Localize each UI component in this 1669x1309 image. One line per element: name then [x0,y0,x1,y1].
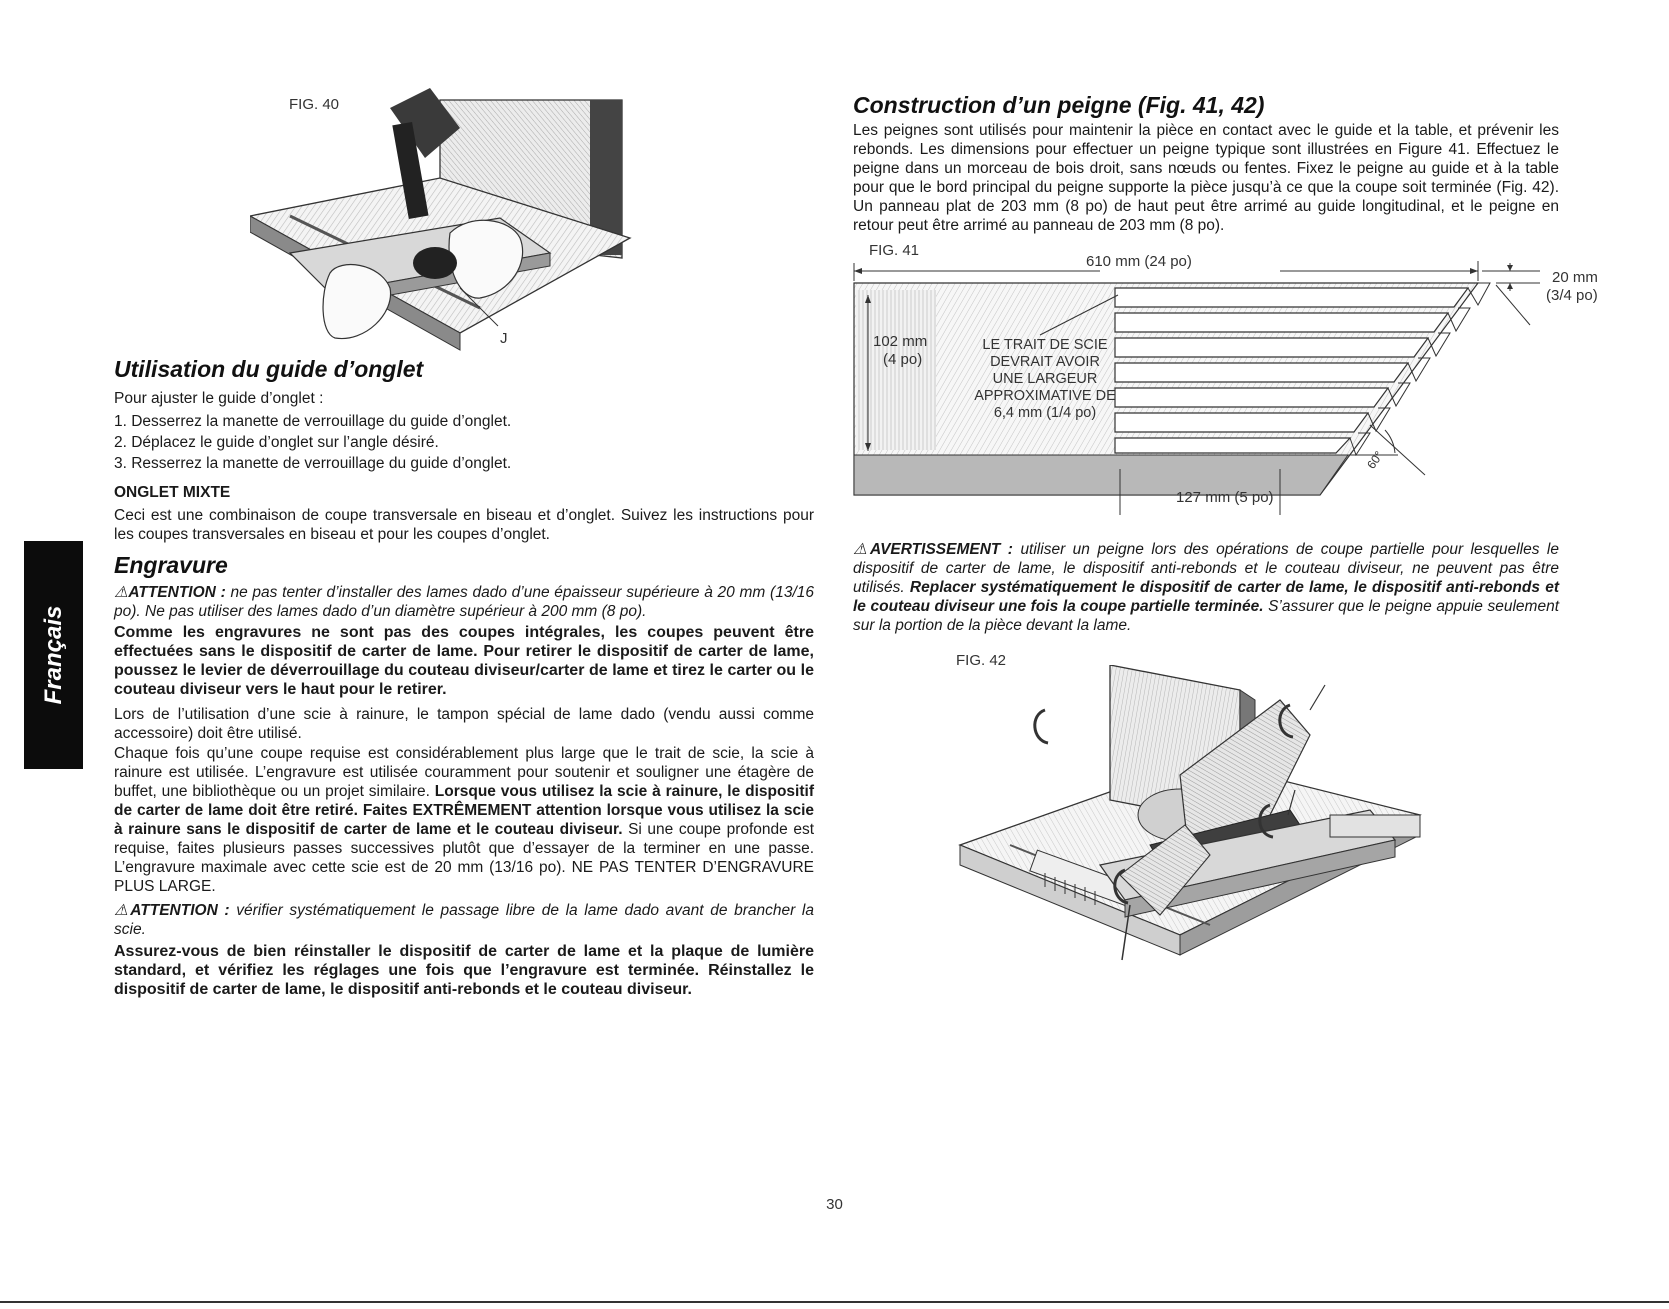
dado-heading: Engravure [114,552,228,578]
fig41-dim-overall-length: 610 mm (24 po) [1086,253,1192,270]
fig41-dim-height-in: (4 po) [883,351,923,368]
dado-paragraph-1: Lors de l’utilisation d’une scie à rainure, le tampon spécial de lame dado (vendu aussi comme accessoire) doit être utilisé. [114,706,814,742]
featherboard-heading: Construction d’un peigne (Fig. 41, 42) [853,92,1265,118]
fig40-illustration [250,88,670,360]
fig40-label: FIG. 40 [289,96,340,113]
fig41-note-line: APPROXIMATIVE DE [974,388,1116,404]
warning-label: ATTENTION : [128,584,226,601]
miter-gauge-heading: Utilisation du guide d’onglet [114,356,424,382]
miter-steps-list [114,411,814,474]
page-bottom-rule [0,1301,1669,1303]
dado-p2-end: Si une coupe profonde est requise, faites plusieurs passes successives plutôt que d’essayer de la terminer en une passe. L’engravure maximale avec cette scie est de 20 mm (13/16 po). NE PAS TENTER D’ENGRAVURE PLUS LARGE. [114,821,815,895]
compound-miter-heading: ONGLET MIXTE [114,484,231,501]
fig41-dim-height: 102 mm [873,333,928,350]
warning-label: AVERTISSEMENT : [870,541,1013,558]
fig41-dim-finger-length: 127 mm (5 po) [1176,489,1274,506]
dado-bold-notice-1: Comme les engravures ne sont pas des coupes intégrales, les coupes peuvent être effectuées sans le dispositif de carter de lame. Pour retirer le dispositif de carter de lame, poussez le levier de déverrouillage du couteau diviseur/carter de lame et tirez le carter ou le couteau diviseur vers le haut pour le retirer. [114,624,814,698]
dado-warning-1 [114,583,814,621]
dado-p2-bold: Lorsque vous utilisez la scie à rainure, le dispositif de carter de lame doit être retiré. Faites EXTRÊMEMENT attention lorsque vous utilisez la scie à rainure sans le dispositif de carter de lame et le couteau diviseur. [114,783,814,838]
page-number: 30 [826,1196,843,1213]
featherboard-warning [853,540,1559,635]
warning-icon: ⚠ [114,584,129,601]
dado-paragraph-2 [114,744,814,896]
warning-text: utiliser un peigne lors des opérations de coupe partielle pour lesquelles le dispositif de carter de lame, le dispositif anti-rebonds et le couteau diviseur, ne peuvent pas être utilisés. [853,541,1559,596]
miter-step: 2. Déplacez le guide d’onglet sur l’angle désiré. [114,434,439,451]
fig41-angle-label: 60° [1364,448,1387,472]
fig41-note-line: UNE LARGEUR [992,371,1098,387]
fig41-note-line: LE TRAIT DE SCIE [982,337,1108,353]
warning-text: vérifier systématiquement le passage libre de la lame dado avant de brancher la scie. [114,902,814,938]
language-tab [24,541,83,769]
featherboard-text: Les peignes sont utilisés pour maintenir la pièce en contact avec le guide et la table, et prévenir les rebonds. Les dimensions pour effectuer un peigne typique sont illustrées en Figure 41. Effectuez le peigne dans un morceau de bois droit, sans nœuds ou fentes. Fixez le peigne au guide et à la table pour que le bord principal du peigne supporte la pièce jusqu’à ce que la coupe soit terminée (Fig. 42). Un panneau plat de 203 mm (8 po) de haut peut être arrimé au guide longitudinal, et le peigne en retour peut être arrimé au panneau de 203 mm (8 po). [853,122,1559,234]
fig41-kerf-note [960,337,1130,422]
fig42-illustration [950,665,1470,1010]
fig41-note-line: 6,4 mm (1/4 po) [993,405,1097,421]
fig41-label: FIG. 41 [869,242,920,259]
warning-text-end: S’assurer que le peigne appuie seulement sur la portion de la pièce devant la lame. [853,598,1559,634]
dado-bold-notice-2: Assurez-vous de bien réinstaller le dispositif de carter de lame et la plaque de lumière standard, et vérifiez les réglages une fois que l’engravure est terminée. Réinstallez le dispositif de carter de lame, le dispositif anti-rebonds et le couteau diviseur. [114,943,814,998]
fig41-dim-finger-width-in: (3/4 po) [1546,287,1598,304]
warning-label: ATTENTION : [130,902,230,919]
compound-miter-text: Ceci est une combinaison de coupe transversale en biseau et d’onglet. Suivez les instructions pour les coupes transversales en biseau et pour les coupes d’onglet. [114,507,814,543]
warning-bold-text: Replacer systématiquement le dispositif de carter de lame, le dispositif anti-rebonds et le couteau diviseur une fois la coupe partielle terminée. [853,579,1559,615]
fig41-note-line: DEVRAIT AVOIR [990,354,1100,370]
warning-text: ne pas tenter d’installer des lames dado d’une épaisseur supérieure à 20 mm (13/16 po). Ne pas utiliser des lames dado d’un diamètre supérieur à 200 mm (8 po). [114,584,814,620]
language-tab-label: Français [39,605,67,705]
dado-p2-intro: Chaque fois qu’une coupe requise est considérablement plus large que le trait de scie, la scie à rainure est utilisée. L’engravure est utilisée couramment pour soutenir et souligner une étagère de buffet, une bibliothèque ou un projet similaire. [114,745,814,800]
miter-step: 1. Desserrez la manette de verrouillage du guide d’onglet. [114,413,512,430]
warning-icon: ⚠ [853,541,871,558]
fig40-callout-j: J [500,330,508,347]
dado-warning-2 [114,901,814,939]
miter-intro: Pour ajuster le guide d’onglet : [114,390,324,407]
fig42-label: FIG. 42 [956,652,1007,669]
fig41-featherboard-diagram [850,255,1570,515]
miter-step: 3. Resserrez la manette de verrouillage du guide d’onglet. [114,455,512,472]
warning-icon: ⚠ [114,902,131,919]
fig41-dim-finger-width: 20 mm [1552,269,1598,286]
